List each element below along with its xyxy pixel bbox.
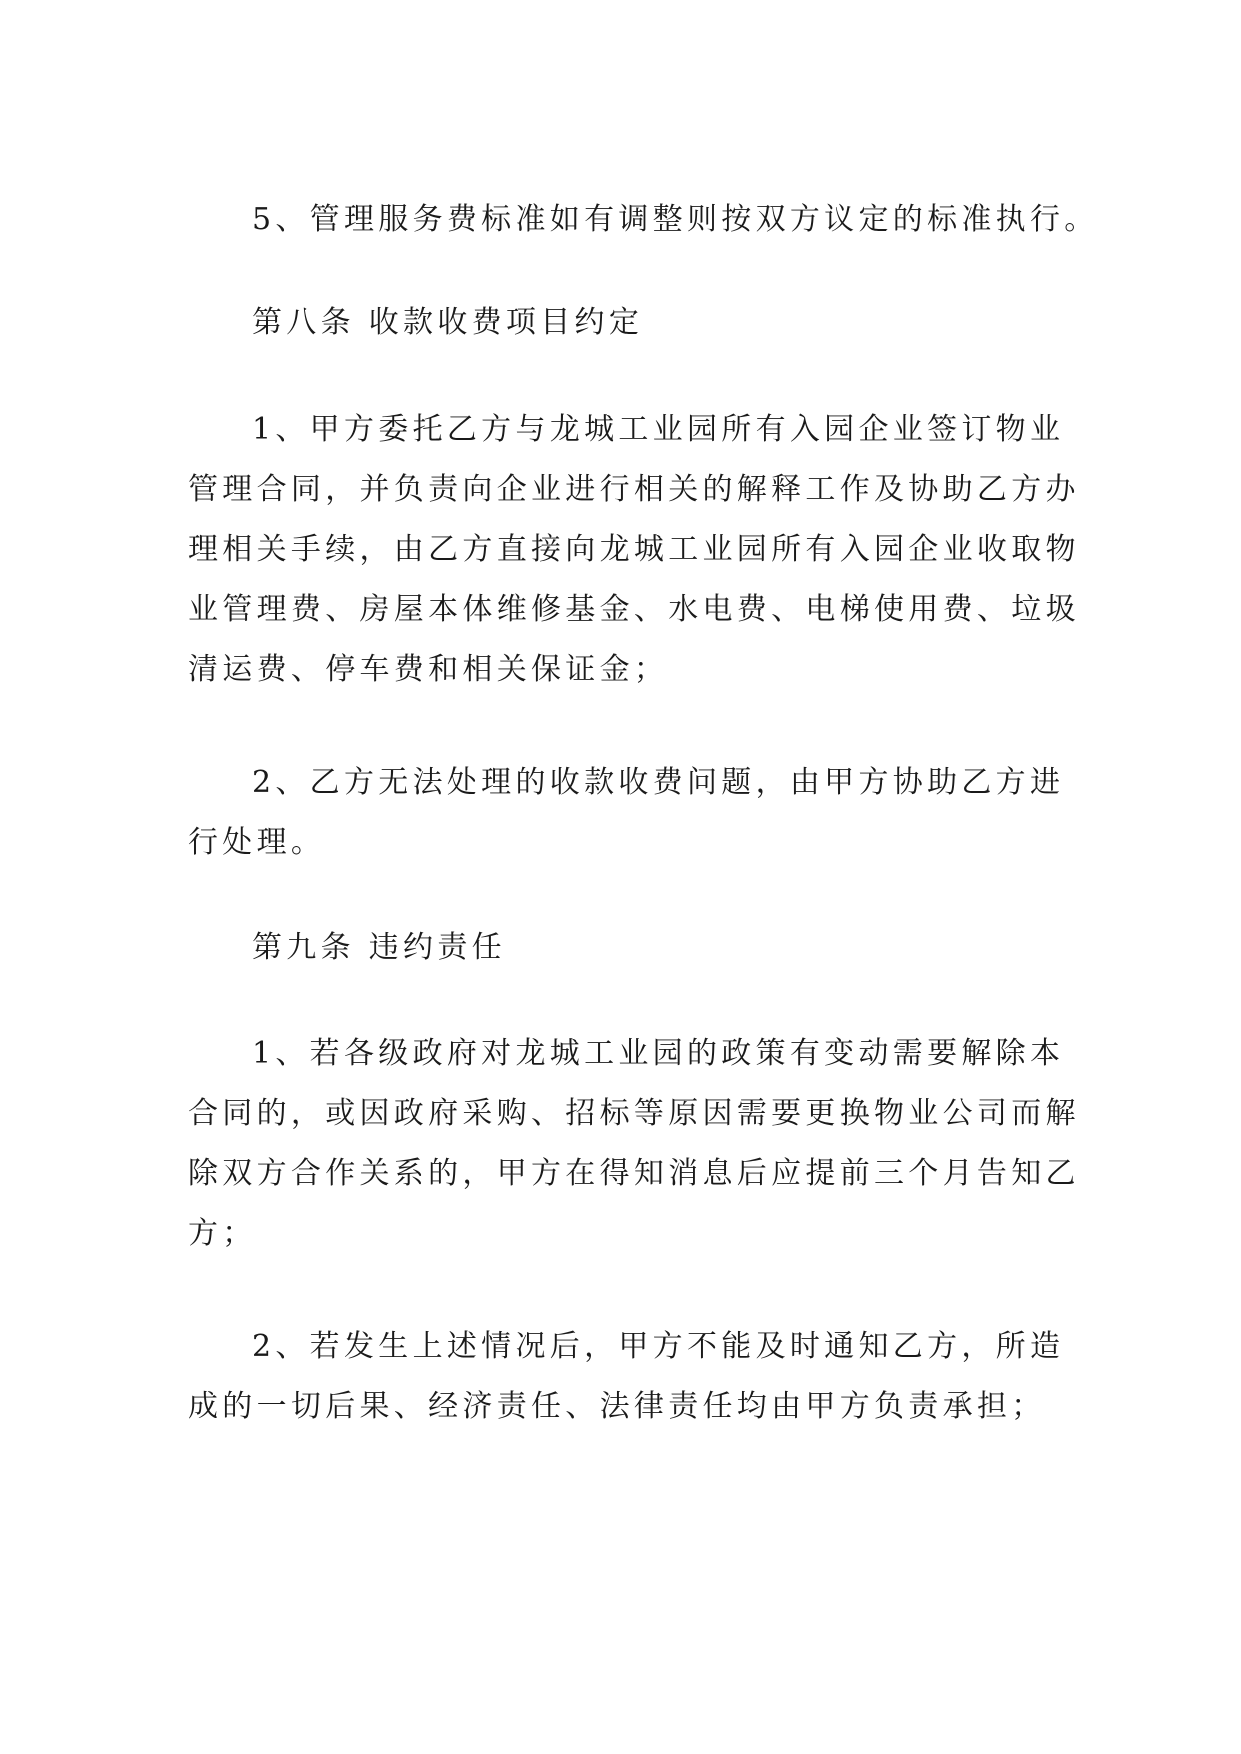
paragraph-9-2-line-1: 2、若发生上述情况后，甲方不能及时通知乙方，所造 bbox=[252, 1329, 1065, 1364]
paragraph-8-1-line-1: 1、甲方委托乙方与龙城工业园所有入园企业签订物业 bbox=[252, 412, 1065, 447]
paragraph-9-1-line-4: 方； bbox=[188, 1216, 257, 1251]
paragraph-9-2-line-2: 成的一切后果、经济责任、法律责任均由甲方负责承担； bbox=[188, 1389, 1046, 1424]
paragraph-8-2-line-1: 2、乙方无法处理的收款收费问题，由甲方协助乙方进 bbox=[252, 765, 1065, 800]
paragraph-9-1-line-2: 合同的，或因政府采购、招标等原因需要更换物业公司而解 bbox=[188, 1096, 1080, 1131]
paragraph-fee-adjustment: 5、管理服务费标准如有调整则按双方议定的标准执行。 bbox=[252, 202, 1099, 237]
paragraph-8-1-line-4: 业管理费、房屋本体维修基金、水电费、电梯使用费、垃圾 bbox=[188, 592, 1080, 627]
article-8-heading: 第八条 收款收费项目约定 bbox=[252, 305, 644, 340]
paragraph-8-1-line-3: 理相关手续，由乙方直接向龙城工业园所有入园企业收取物 bbox=[188, 532, 1080, 567]
article-9-heading: 第九条 违约责任 bbox=[252, 930, 506, 965]
paragraph-8-1-line-2: 管理合同，并负责向企业进行相关的解释工作及协助乙方办 bbox=[188, 472, 1080, 507]
paragraph-9-1-line-3: 除双方合作关系的，甲方在得知消息后应提前三个月告知乙 bbox=[188, 1156, 1080, 1191]
paragraph-8-1-line-5: 清运费、停车费和相关保证金； bbox=[188, 652, 669, 687]
paragraph-8-2-line-2: 行处理。 bbox=[188, 825, 326, 860]
paragraph-9-1-line-1: 1、若各级政府对龙城工业园的政策有变动需要解除本 bbox=[252, 1036, 1065, 1071]
